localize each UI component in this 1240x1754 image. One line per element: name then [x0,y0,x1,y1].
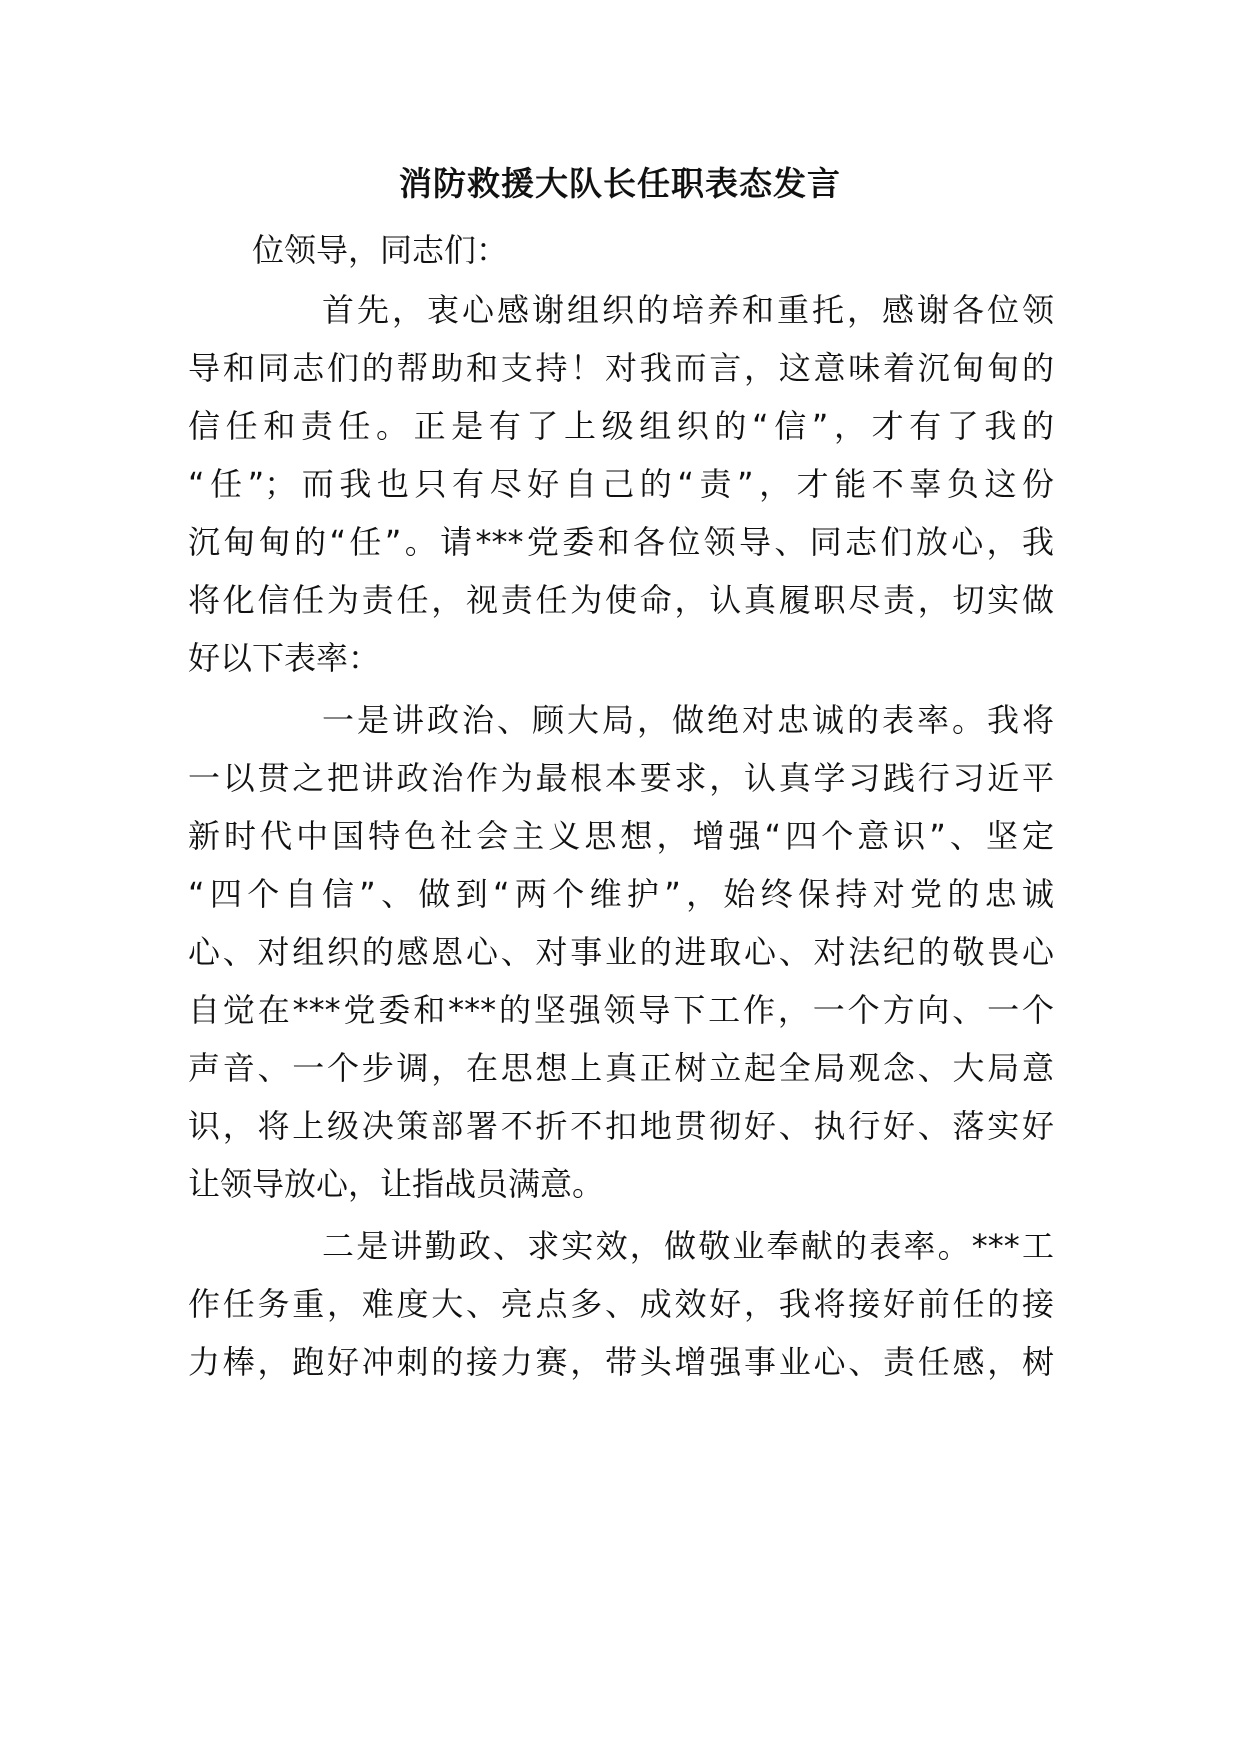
paragraph-line: 一是讲政治、顾大局，做绝对忠诚的表率。我将 [322,701,1054,739]
paragraph-line: 让领导放心，让指战员满意。 [188,1165,605,1203]
paragraph-line: 新时代中国特色社会主义思想，增强“四个意识”、坚定 [188,817,1054,855]
paragraph-line: 导和同志们的帮助和支持！对我而言，这意味着沉甸甸的 [188,349,1054,387]
paragraph-line: 沉甸甸的“任”。请***党委和各位领导、同志们放心，我 [188,523,1054,561]
paragraph-line: 将化信任为责任，视责任为使命，认真履职尽责，切实做 [188,581,1054,619]
paragraph-line: 自觉在***党委和***的坚强领导下工作，一个方向、一个 [188,991,1054,1029]
paragraph-line: “任”；而我也只有尽好自己的“责”，才能不辜负这份 [188,465,1054,503]
paragraph-line: 信任和责任。正是有了上级组织的“信”，才有了我的 [188,407,1054,445]
paragraph-line: 力棒，跑好冲刺的接力赛，带头增强事业心、责任感，树 [188,1343,1054,1381]
paragraph-line: 好以下表率： [188,639,381,677]
paragraph-line: 二是讲勤政、求实效，做敬业奉献的表率。***工 [322,1227,1054,1265]
paragraph-line: 首先，衷心感谢组织的培养和重托，感谢各位领 [322,291,1054,329]
paragraph-line: 一以贯之把讲政治作为最根本要求，认真学习践行习近平 [188,759,1054,797]
paragraph-line: 心、对组织的感恩心、对事业的进取心、对法纪的敬畏心 [188,933,1054,971]
document-title: 消防救援大队长任职表态发言 [399,164,841,203]
salutation-line: 位领导，同志们： [252,231,509,269]
paragraph-line: 识，将上级决策部署不折不扣地贯彻好、执行好、落实好 [188,1107,1054,1145]
paragraph-line: 声音、一个步调，在思想上真正树立起全局观念、大局意 [188,1049,1054,1087]
paragraph-line: 作任务重，难度大、亮点多、成效好，我将接好前任的接 [188,1285,1054,1323]
paragraph-line: “四个自信”、做到“两个维护”，始终保持对党的忠诚 [188,875,1054,913]
